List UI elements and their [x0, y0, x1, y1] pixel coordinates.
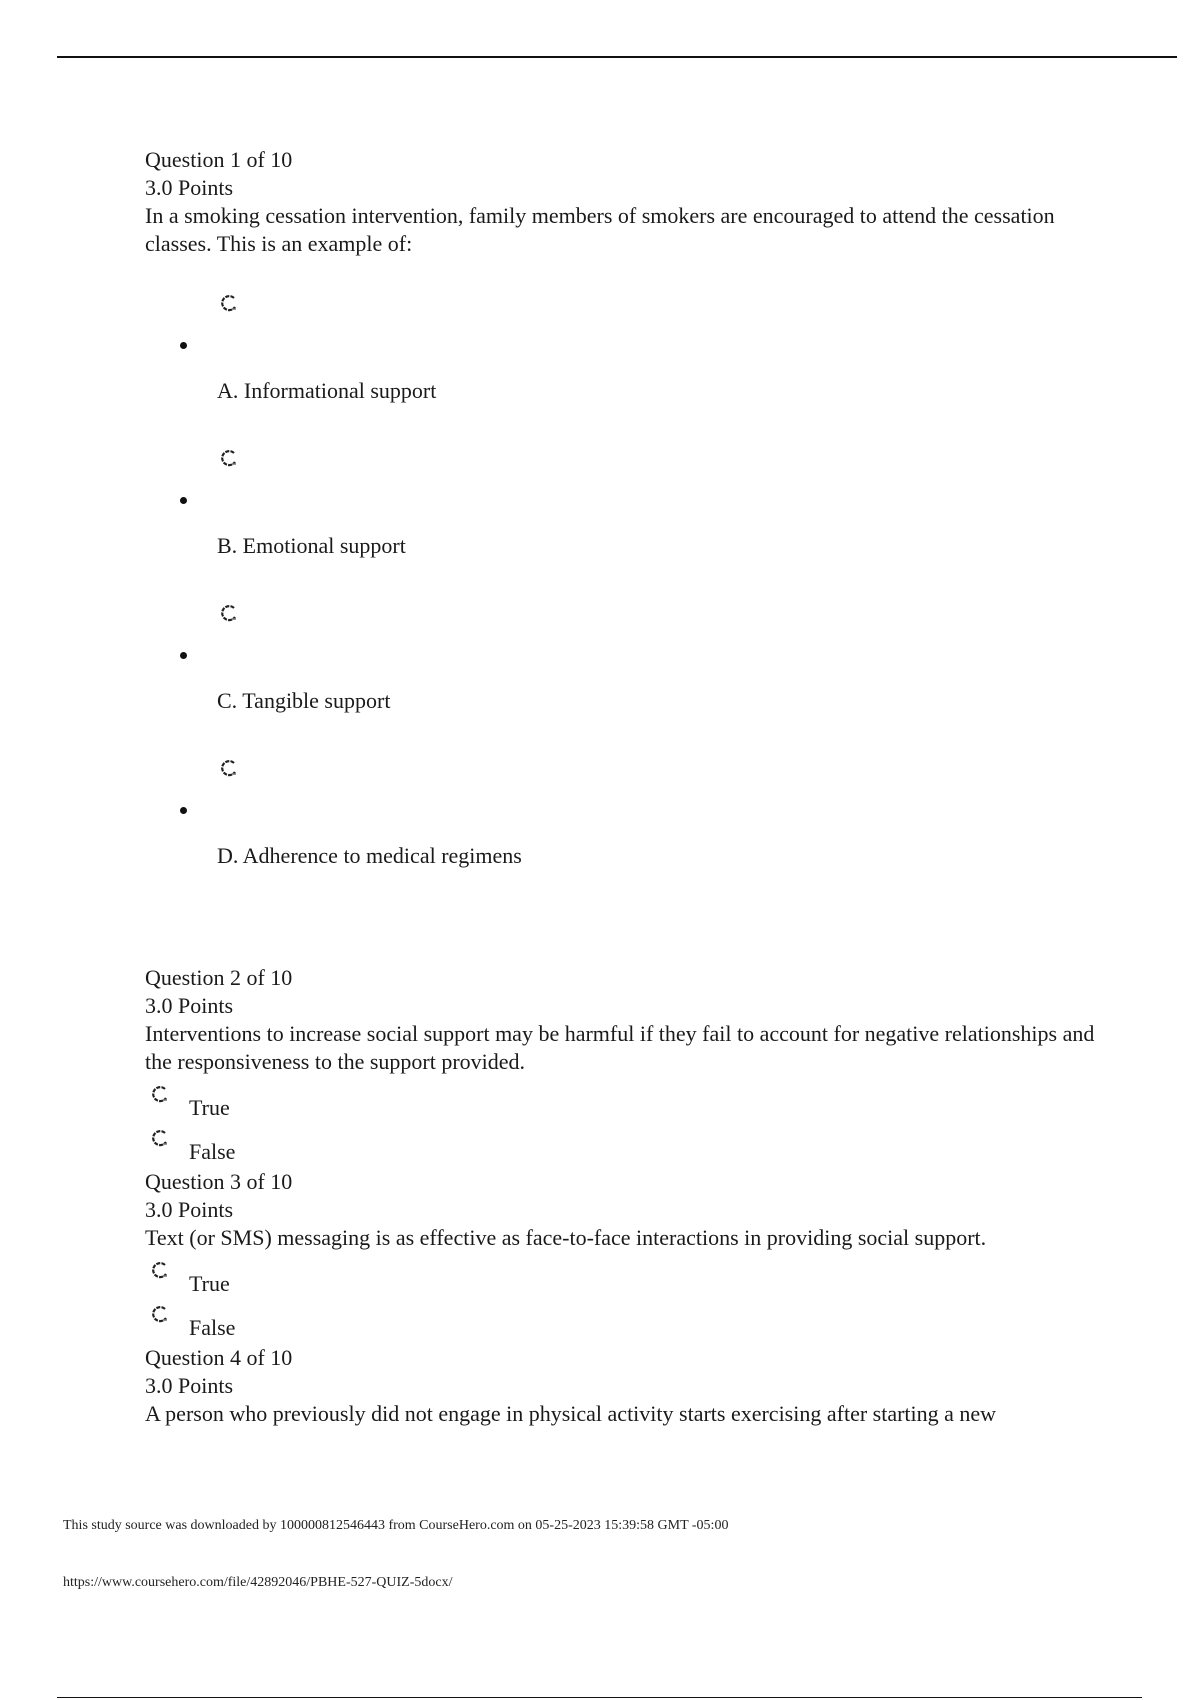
question-header: Question 1 of 10	[145, 147, 293, 172]
answer-options	[145, 258, 1105, 878]
answer-label[interactable]: D. Adherence to medical regimens	[217, 843, 522, 868]
radio-loading-icon[interactable]	[219, 757, 239, 779]
answer-label[interactable]: True	[189, 1271, 230, 1296]
answer-label[interactable]: C. Tangible support	[217, 688, 391, 713]
true-false-options	[145, 1076, 1105, 1168]
top-rule	[57, 56, 1177, 58]
answer-option-true	[145, 1256, 1105, 1300]
bullet-dot	[180, 342, 187, 349]
radio-loading-icon[interactable]	[150, 1303, 170, 1325]
question-header: Question 3 of 10	[145, 1169, 293, 1194]
answer-option-false	[145, 1300, 1105, 1344]
question-3	[145, 1168, 1105, 1344]
answer-option	[145, 723, 1105, 878]
radio-loading-icon[interactable]	[150, 1083, 170, 1105]
question-header: Question 4 of 10	[145, 1345, 293, 1370]
answer-label[interactable]: A. Informational support	[217, 378, 437, 403]
answer-option	[145, 568, 1105, 723]
question-text: Text (or SMS) messaging is as effective as face-to-face interactions in providing social support.	[145, 1225, 987, 1250]
radio-loading-icon[interactable]	[219, 447, 239, 469]
answer-label[interactable]: False	[189, 1139, 236, 1164]
bottom-rule	[57, 1697, 1142, 1698]
answer-label[interactable]: B. Emotional support	[217, 533, 406, 558]
question-text: In a smoking cessation intervention, family members of smokers are encouraged to attend the cessation classes. This is an example of:	[145, 203, 1055, 256]
question-points: 3.0 Points	[145, 1197, 234, 1222]
bullet-dot	[180, 652, 187, 659]
answer-option	[145, 258, 1105, 413]
radio-loading-icon[interactable]	[219, 602, 239, 624]
answer-label[interactable]: False	[189, 1315, 236, 1340]
radio-loading-icon[interactable]	[219, 292, 239, 314]
question-points: 3.0 Points	[145, 175, 234, 200]
radio-loading-icon[interactable]	[150, 1127, 170, 1149]
answer-option-false	[145, 1124, 1105, 1168]
bullet-dot	[180, 807, 187, 814]
answer-option	[145, 413, 1105, 568]
answer-option-true	[145, 1080, 1105, 1124]
answer-label[interactable]: True	[189, 1095, 230, 1120]
question-2	[145, 964, 1105, 1168]
question-text: A person who previously did not engage in physical activity starts exercising after starting a new	[145, 1401, 997, 1426]
quiz-content	[145, 146, 1105, 1428]
source-url[interactable]: https://www.coursehero.com/file/42892046/PBHE-527-QUIZ-5docx/	[63, 1575, 453, 1590]
question-text: Interventions to increase social support may be harmful if they fail to account for negative relationships and the responsiveness to the support provided.	[145, 1021, 1095, 1074]
radio-loading-icon[interactable]	[150, 1259, 170, 1281]
true-false-options	[145, 1252, 1105, 1344]
question-points: 3.0 Points	[145, 1373, 234, 1398]
question-1	[145, 146, 1105, 878]
bullet-dot	[180, 497, 187, 504]
source-notice: This study source was downloaded by 100000812546443 from CourseHero.com on 05-25-2023 15:39:58 GMT -05:00	[63, 1518, 729, 1533]
question-points: 3.0 Points	[145, 993, 234, 1018]
question-header: Question 2 of 10	[145, 965, 293, 990]
question-4	[145, 1344, 1105, 1428]
